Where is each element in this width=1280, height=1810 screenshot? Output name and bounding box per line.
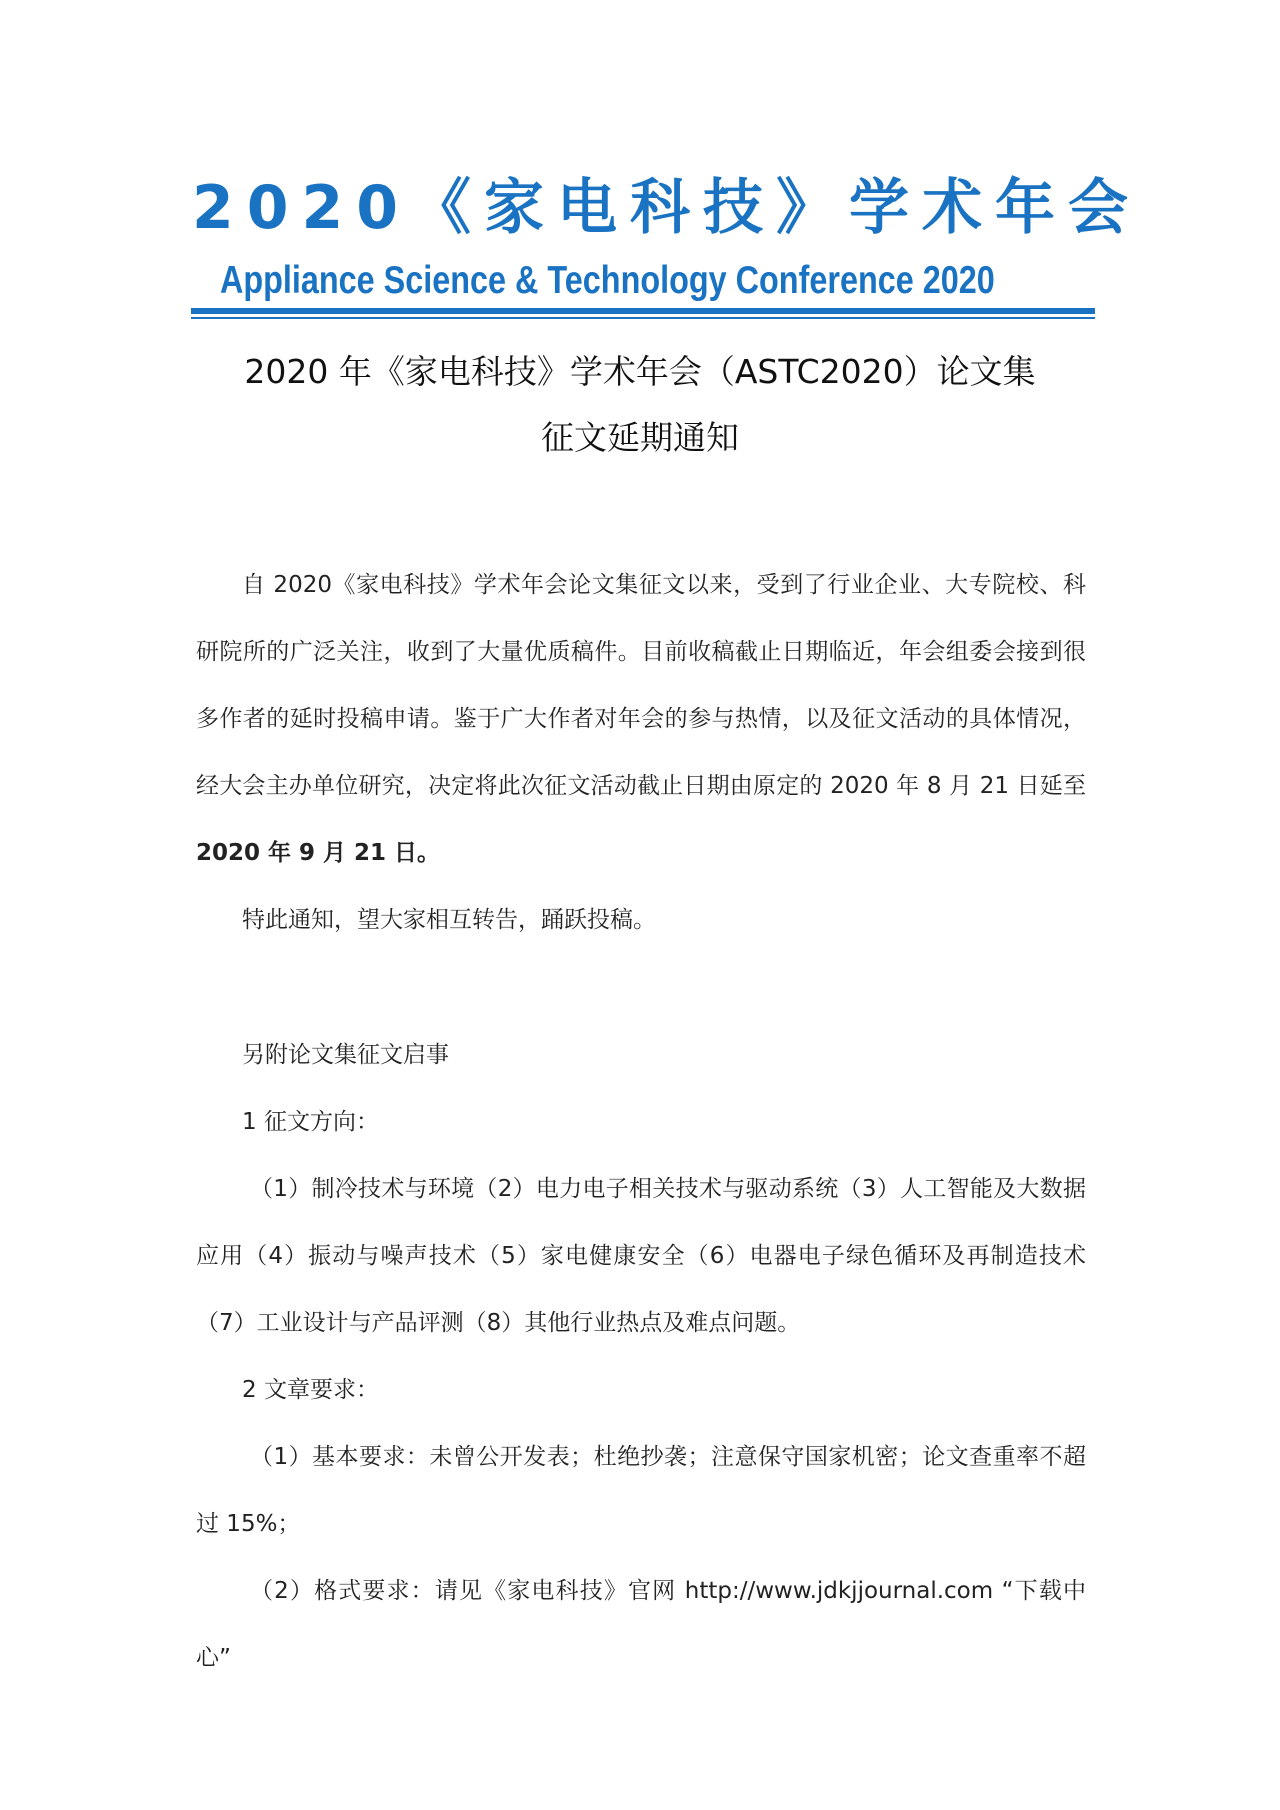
banner-divider-thin [191, 317, 1095, 319]
notice-subtitle: 征文延期通知 [541, 418, 739, 457]
new-deadline: 2020 年 9 月 21 日。 [196, 840, 441, 866]
banner-title-cn: 2020《家电科技》学术年会 [192, 173, 1141, 243]
section-spacer [196, 954, 1086, 1022]
notice-paragraph-text: 自 2020《家电科技》学术年会论文集征文以来，受到了行业企业、大专院校、科研院所的广泛关注，收到了大量优质稿件。目前收稿截止日期临近，年会组委会接到很多作者的延时投稿申请。鉴于广大作者对年会的参与热情，以及征文活动的具体情况，经大会主办单位研究，决定将此次征文活动截止日期由原定的 2020 年 8 月 21 日延至 [196, 572, 1086, 799]
requirement-basic: （1）基本要求：未曾公开发表；杜绝抄袭；注意保守国家机密；论文查重率不超过 15%； [196, 1444, 1086, 1537]
section-1-body: （1）制冷技术与环境（2）电力电子相关技术与驱动系统（3）人工智能及大数据应用（4）振动与噪声技术（5）家电健康安全（6）电器电子绿色循环及再制造技术（7）工业设计与产品评测（8）其他行业热点及难点问题。 [196, 1176, 1086, 1336]
notice-title: 2020 年《家电科技》学术年会（ASTC2020）论文集 [244, 352, 1036, 391]
closing-paragraph: 特此通知，望大家相互转告，踊跃投稿。 [242, 907, 656, 933]
section-2-title: 2 文章要求： [242, 1377, 379, 1403]
document-body [196, 552, 1086, 1692]
section-1-title: 1 征文方向： [242, 1109, 379, 1135]
appendix-title: 另附论文集征文启事 [242, 1042, 449, 1068]
banner-divider [191, 308, 1095, 314]
banner-title-en: Appliance Science & Technology Conference 2020 [220, 259, 995, 302]
requirement-format: （2）格式要求：请见《家电科技》官网 http://www.jdkjjournal.com “下载中心” [196, 1578, 1086, 1671]
notice-paragraph [196, 552, 1086, 887]
